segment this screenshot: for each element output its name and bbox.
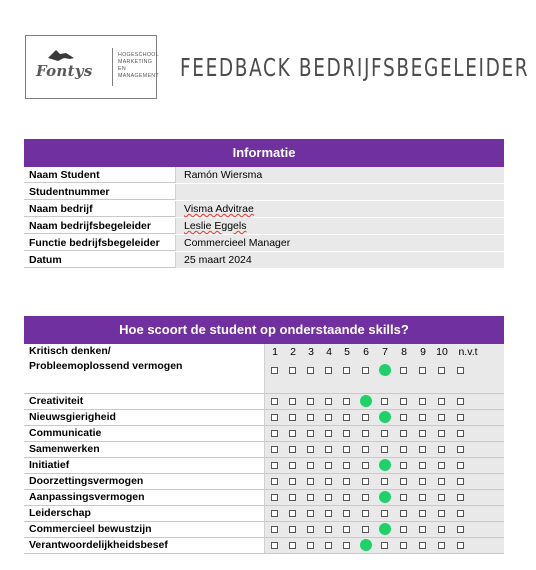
scale-number: 3 (308, 346, 314, 358)
score-checkbox[interactable] (400, 510, 407, 517)
info-row (24, 218, 504, 235)
score-checkbox[interactable] (457, 446, 464, 453)
info-label: Studentnummer (24, 184, 176, 200)
skill-label: Commercieel bewustzijn (24, 522, 265, 537)
score-checkbox[interactable] (457, 430, 464, 437)
score-checkbox[interactable] (271, 446, 278, 453)
logo-wordmark: Fontys (36, 62, 93, 80)
score-checkbox[interactable] (400, 542, 407, 549)
score-checkbox[interactable] (419, 367, 426, 374)
score-checkbox[interactable] (325, 542, 332, 549)
score-checkbox[interactable] (307, 367, 314, 374)
score-checkbox[interactable] (438, 446, 445, 453)
info-row (24, 184, 504, 201)
skill-label: Samenwerken (24, 442, 265, 457)
skill-row (24, 474, 504, 490)
score-checkbox[interactable] (325, 398, 332, 405)
skill-row (24, 344, 504, 394)
score-checkbox[interactable] (343, 414, 350, 421)
score-checkbox[interactable] (289, 526, 296, 533)
score-checkbox[interactable] (419, 398, 426, 405)
score-checkbox[interactable] (381, 542, 388, 549)
score-checkbox[interactable] (419, 526, 426, 533)
score-checkbox[interactable] (438, 414, 445, 421)
scale-number: 4 (326, 346, 332, 358)
skills-table (24, 316, 504, 554)
score-checkbox[interactable] (362, 478, 369, 485)
score-checkbox[interactable] (438, 526, 445, 533)
score-checkbox[interactable] (457, 494, 464, 501)
score-checkbox[interactable] (438, 462, 445, 469)
score-checkbox[interactable] (325, 446, 332, 453)
score-checkbox[interactable] (307, 478, 314, 485)
score-checkbox[interactable] (400, 494, 407, 501)
logo-subtitle: HOGESCHOOL MARKETING EN MANAGEMENT (118, 52, 159, 79)
skill-scale (265, 522, 504, 537)
skill-scale (265, 538, 504, 553)
skill-scale (265, 442, 504, 457)
page-title: FEEDBACK BEDRIJFSBEGELEIDER (180, 53, 530, 82)
scale-number: 7 (382, 346, 388, 358)
score-checkbox[interactable] (307, 414, 314, 421)
selected-score-dot[interactable] (360, 539, 372, 551)
score-checkbox[interactable] (400, 462, 407, 469)
skill-label: Verantwoordelijkheidsbesef (24, 538, 265, 553)
score-checkbox[interactable] (271, 430, 278, 437)
skill-scale (265, 458, 504, 473)
score-checkbox[interactable] (457, 542, 464, 549)
scale-number: 5 (344, 346, 350, 358)
info-row (24, 201, 504, 218)
score-checkbox[interactable] (343, 542, 350, 549)
score-checkbox[interactable] (271, 510, 278, 517)
score-checkbox[interactable] (381, 430, 388, 437)
score-checkbox[interactable] (362, 494, 369, 501)
scale-number: 6 (363, 346, 369, 358)
info-label: Naam Student (24, 167, 176, 183)
info-value[interactable]: Visma Advitrae (176, 201, 504, 217)
score-checkbox[interactable] (289, 542, 296, 549)
score-checkbox[interactable] (271, 462, 278, 469)
skill-label: Communicatie (24, 426, 265, 441)
skill-label: Leiderschap (24, 506, 265, 521)
score-checkbox[interactable] (457, 462, 464, 469)
score-checkbox[interactable] (457, 367, 464, 374)
score-checkbox[interactable] (307, 430, 314, 437)
skill-row (24, 458, 504, 474)
score-checkbox[interactable] (419, 414, 426, 421)
selected-score-dot[interactable] (379, 411, 391, 423)
score-checkbox[interactable] (325, 414, 332, 421)
skill-label: Creativiteit (24, 394, 265, 409)
score-checkbox[interactable] (419, 542, 426, 549)
score-checkbox[interactable] (400, 526, 407, 533)
score-checkbox[interactable] (438, 430, 445, 437)
skill-scale (265, 474, 504, 489)
score-checkbox[interactable] (438, 367, 445, 374)
scale-number: 1 (272, 346, 278, 358)
score-checkbox[interactable] (307, 398, 314, 405)
skill-scale (265, 344, 504, 393)
score-checkbox[interactable] (438, 478, 445, 485)
score-checkbox[interactable] (457, 526, 464, 533)
skill-row (24, 442, 504, 458)
score-checkbox[interactable] (289, 478, 296, 485)
info-value[interactable]: Ramón Wiersma (176, 167, 504, 183)
score-checkbox[interactable] (381, 510, 388, 517)
skill-label: Nieuwsgierigheid (24, 410, 265, 425)
skill-scale (265, 490, 504, 505)
score-checkbox[interactable] (289, 510, 296, 517)
logo-divider (112, 48, 113, 86)
score-checkbox[interactable] (289, 367, 296, 374)
selected-score-dot[interactable] (379, 491, 391, 503)
score-checkbox[interactable] (381, 446, 388, 453)
skill-row (24, 410, 504, 426)
score-checkbox[interactable] (307, 542, 314, 549)
score-checkbox[interactable] (307, 526, 314, 533)
score-checkbox[interactable] (271, 414, 278, 421)
score-checkbox[interactable] (419, 478, 426, 485)
score-checkbox[interactable] (400, 414, 407, 421)
score-checkbox[interactable] (343, 462, 350, 469)
score-checkbox[interactable] (362, 446, 369, 453)
fontys-logo (25, 35, 157, 99)
score-checkbox[interactable] (362, 510, 369, 517)
score-checkbox[interactable] (438, 542, 445, 549)
score-checkbox[interactable] (381, 478, 388, 485)
selected-score-dot[interactable] (379, 523, 391, 535)
score-checkbox[interactable] (325, 367, 332, 374)
score-checkbox[interactable] (419, 430, 426, 437)
scale-number: 8 (401, 346, 407, 358)
score-checkbox[interactable] (362, 462, 369, 469)
score-checkbox[interactable] (343, 430, 350, 437)
score-checkbox[interactable] (457, 414, 464, 421)
score-checkbox[interactable] (419, 494, 426, 501)
score-checkbox[interactable] (271, 478, 278, 485)
score-checkbox[interactable] (271, 526, 278, 533)
skills-header: Hoe scoort de student op onderstaande skills? (24, 316, 504, 344)
info-header: Informatie (24, 139, 504, 167)
info-value[interactable] (176, 184, 504, 200)
score-checkbox[interactable] (307, 462, 314, 469)
skill-row (24, 394, 504, 410)
scale-number: 2 (290, 346, 296, 358)
score-checkbox[interactable] (419, 462, 426, 469)
skill-label: Aanpassingsvermogen (24, 490, 265, 505)
score-checkbox[interactable] (289, 430, 296, 437)
score-checkbox[interactable] (325, 462, 332, 469)
score-checkbox[interactable] (400, 446, 407, 453)
score-checkbox[interactable] (400, 430, 407, 437)
score-checkbox[interactable] (419, 446, 426, 453)
score-checkbox[interactable] (343, 510, 350, 517)
score-checkbox[interactable] (457, 510, 464, 517)
score-checkbox[interactable] (325, 494, 332, 501)
score-checkbox[interactable] (362, 430, 369, 437)
score-checkbox[interactable] (289, 446, 296, 453)
score-checkbox[interactable] (307, 510, 314, 517)
score-checkbox[interactable] (343, 446, 350, 453)
info-label: Functie bedrijfsbegeleider (24, 235, 176, 251)
info-label: Datum (24, 252, 176, 268)
score-checkbox[interactable] (271, 542, 278, 549)
scale-number: 10 (436, 346, 448, 358)
info-row (24, 252, 504, 269)
info-row (24, 167, 504, 184)
skill-label: Doorzettingsvermogen (24, 474, 265, 489)
info-table (24, 139, 504, 269)
skill-row (24, 490, 504, 506)
score-checkbox[interactable] (325, 478, 332, 485)
skill-row (24, 426, 504, 442)
score-checkbox[interactable] (400, 398, 407, 405)
score-checkbox[interactable] (343, 494, 350, 501)
score-checkbox[interactable] (289, 414, 296, 421)
score-checkbox[interactable] (289, 462, 296, 469)
info-value[interactable]: 25 maart 2024 (176, 252, 504, 268)
score-checkbox[interactable] (307, 446, 314, 453)
skill-scale (265, 410, 504, 425)
scale-numbers (265, 346, 504, 360)
skill-label: Initiatief (24, 458, 265, 473)
score-checkbox[interactable] (419, 510, 426, 517)
skill-scale (265, 506, 504, 521)
info-label: Naam bedrijfsbegeleider (24, 218, 176, 234)
skill-row (24, 538, 504, 554)
info-value[interactable]: Leslie Eggels (176, 218, 504, 234)
score-checkbox[interactable] (343, 367, 350, 374)
scale-number: n.v.t (458, 346, 478, 358)
skill-row (24, 522, 504, 538)
score-checkbox[interactable] (289, 494, 296, 501)
selected-score-dot[interactable] (379, 459, 391, 471)
score-checkbox[interactable] (271, 494, 278, 501)
score-checkbox[interactable] (325, 510, 332, 517)
score-checkbox[interactable] (457, 398, 464, 405)
score-checkbox[interactable] (400, 478, 407, 485)
score-checkbox[interactable] (438, 398, 445, 405)
score-checkbox[interactable] (343, 478, 350, 485)
score-checkbox[interactable] (438, 510, 445, 517)
info-value[interactable]: Commercieel Manager (176, 235, 504, 251)
score-checkbox[interactable] (307, 494, 314, 501)
score-checkbox[interactable] (325, 526, 332, 533)
score-checkbox[interactable] (271, 367, 278, 374)
score-checkbox[interactable] (381, 398, 388, 405)
score-checkbox[interactable] (362, 367, 369, 374)
info-row (24, 235, 504, 252)
scale-number: 9 (420, 346, 426, 358)
skill-label: Kritisch denken/ Probleemoplossend vermogen (24, 344, 265, 393)
score-checkbox[interactable] (362, 526, 369, 533)
score-checkbox[interactable] (400, 367, 407, 374)
score-checkbox[interactable] (343, 398, 350, 405)
skill-row (24, 506, 504, 522)
selected-score-dot[interactable] (360, 395, 372, 407)
score-checkbox[interactable] (289, 398, 296, 405)
score-checkbox[interactable] (438, 494, 445, 501)
score-checkbox[interactable] (271, 398, 278, 405)
score-checkbox[interactable] (362, 414, 369, 421)
skill-scale (265, 426, 504, 441)
score-checkbox[interactable] (325, 430, 332, 437)
score-checkbox[interactable] (457, 478, 464, 485)
selected-score-dot[interactable] (379, 364, 391, 376)
skill-scale (265, 394, 504, 409)
score-checkbox[interactable] (343, 526, 350, 533)
info-label: Naam bedrijf (24, 201, 176, 217)
